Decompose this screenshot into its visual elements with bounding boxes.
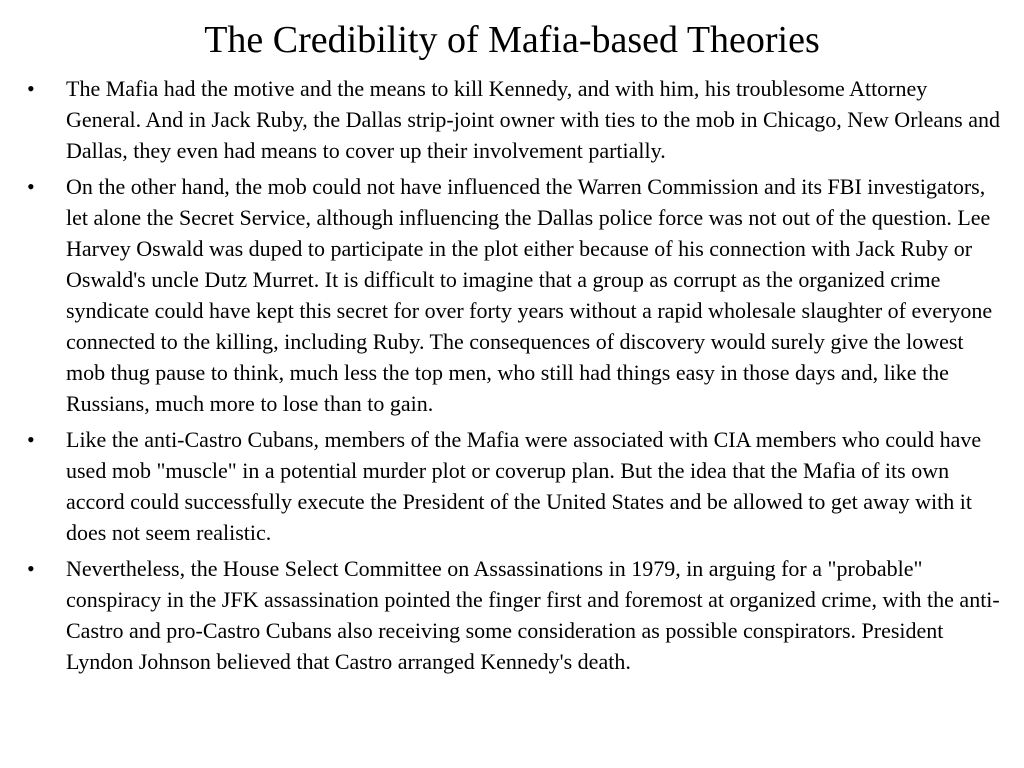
bullet-item-mafia-motive: [0, 73, 1024, 166]
bullet-icon: •: [27, 174, 35, 199]
bullet-icon: •: [27, 76, 35, 101]
bullet-icon: •: [27, 427, 35, 452]
slide-title: The Credibility of Mafia-based Theories: [204, 19, 820, 61]
bullet-text: Nevertheless, the House Select Committee on Assassinations in 1979, in arguing for a "probable" conspiracy in the JFK assassination pointed the finger first and foremost at organized crime, with the anti-Castro and pro-Castro Cubans also receiving some consideration as possible conspirators. President Lyndon Johnson believed that Castro arranged Kennedy's death.: [66, 556, 1000, 674]
bullet-text: The Mafia had the motive and the means to kill Kennedy, and with him, his troublesome Attorney General. And in Jack Ruby, the Dallas strip-joint owner with ties to the mob in Chicago, New Orleans and Dallas, they even had means to cover up their involvement partially.: [66, 76, 1000, 163]
bullet-list: [0, 73, 1024, 682]
bullet-item-mob-influence: [0, 171, 1024, 419]
bullet-icon: •: [27, 556, 35, 581]
bullet-text: On the other hand, the mob could not have influenced the Warren Commission and its FBI investigators, let alone the Secret Service, although influencing the Dallas police force was not out of the question. Lee Harvey Oswald was duped to participate in the plot either because of his connection with Jack Ruby or Oswald's uncle Dutz Murret. It is difficult to imagine that a group as corrupt as the organized crime syndicate could have kept this secret for over forty years without a rapid wholesale slaughter of everyone connected to the killing, including Ruby. The consequences of discovery would surely give the lowest mob thug pause to think, much less the top men, who still had things easy in those days and, like the Russians, much more to lose than to gain.: [66, 174, 993, 416]
bullet-text: Like the anti-Castro Cubans, members of the Mafia were associated with CIA members who could have used mob "muscle" in a potential murder plot or coverup plan. But the idea that the Mafia of its own accord could successfully execute the President of the United States and be allowed to get away with it does not seem realistic.: [66, 427, 982, 545]
bullet-item-hsca-conclusion: [0, 553, 1024, 677]
bullet-item-cia-association: [0, 424, 1024, 548]
